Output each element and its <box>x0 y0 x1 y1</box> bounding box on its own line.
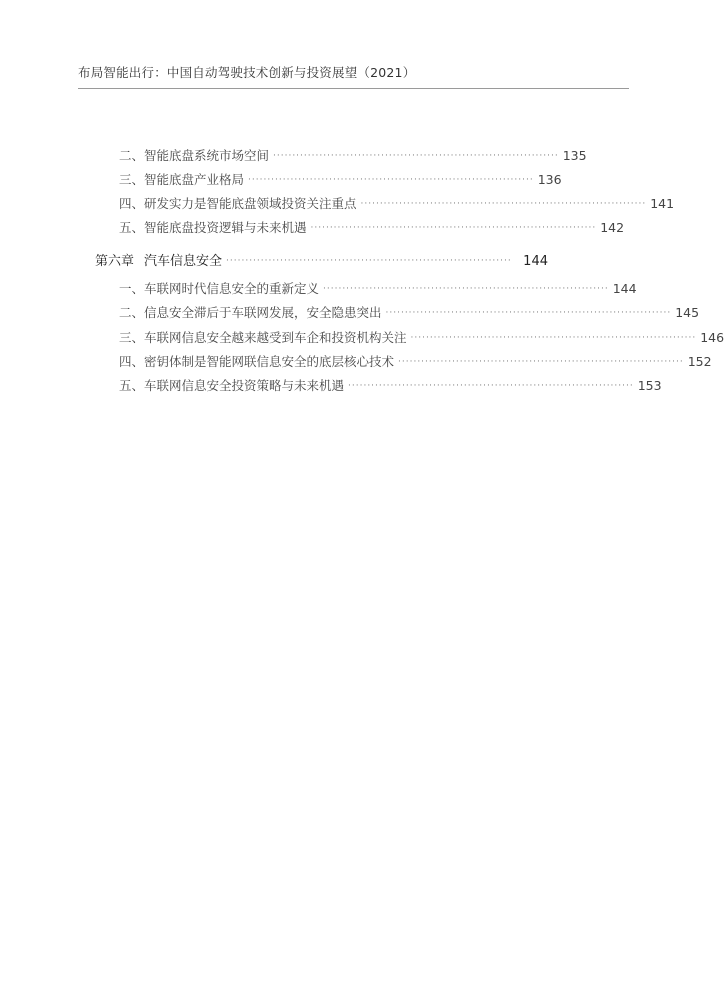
toc-chapter-label <box>95 250 222 269</box>
toc-entry[interactable] <box>119 218 625 236</box>
toc-entry-label: 五、车联网信息安全投资策略与未来机遇 <box>119 378 345 393</box>
toc-entry[interactable] <box>119 146 587 164</box>
toc-leader-dots: ·········································································· <box>360 199 647 209</box>
toc-leader-dots: ·········································································· <box>310 223 597 233</box>
toc-entry-label: 一、车联网时代信息安全的重新定义 <box>119 281 320 296</box>
toc-page-number: 141 <box>650 196 675 211</box>
toc-leader-dots: ·········································································· <box>398 357 684 367</box>
toc-entry[interactable] <box>119 194 675 212</box>
toc-page-number: 152 <box>687 354 712 369</box>
toc-leader-dots: ·········································································· <box>273 151 559 161</box>
toc-page-number: 136 <box>537 172 562 187</box>
toc-entry[interactable] <box>119 328 724 346</box>
toc-entry-label: 二、信息安全滞后于车联网发展，安全隐患突出 <box>119 305 382 320</box>
toc-page-number: 144 <box>612 281 637 296</box>
toc-entry-label: 五、智能底盘投资逻辑与未来机遇 <box>119 220 307 235</box>
toc-page-number: 145 <box>675 305 700 320</box>
toc-entry[interactable] <box>119 303 700 321</box>
toc-entry[interactable] <box>119 170 562 188</box>
toc-page-number: 142 <box>600 220 625 235</box>
toc-page-number: 144 <box>523 254 548 269</box>
toc-entry-label: 二、智能底盘系统市场空间 <box>119 148 270 163</box>
header-divider <box>78 88 629 89</box>
toc-entry-label: 四、密钥体制是智能网联信息安全的底层核心技术 <box>119 354 395 369</box>
toc-page-number: 146 <box>700 330 724 345</box>
toc-leader-dots: ·········································································· <box>323 284 609 294</box>
toc-page-number: 135 <box>562 148 587 163</box>
toc-leader-dots: ·········································································· <box>410 333 697 343</box>
running-header: 布局智能出行：中国自动驾驶技术创新与投资展望（2021） <box>78 65 416 80</box>
toc-entry[interactable] <box>119 376 662 394</box>
toc-chapter-number: 第六章 <box>95 254 135 269</box>
toc-entry-label: 三、车联网信息安全越来越受到车企和投资机构关注 <box>119 330 407 345</box>
toc-leader-dots: ·········································································· <box>248 175 534 185</box>
toc-leader-dots: ·········································································· <box>226 256 512 266</box>
toc-chapter-entry[interactable] <box>95 250 548 269</box>
toc-entry-label: 四、研发实力是智能底盘领域投资关注重点 <box>119 196 357 211</box>
toc-entry-label: 三、智能底盘产业格局 <box>119 172 245 187</box>
toc-leader-dots: ·········································································· <box>348 381 634 391</box>
toc-chapter-title: 汽车信息安全 <box>144 254 223 269</box>
toc-entry[interactable] <box>119 352 712 370</box>
toc-page-number: 153 <box>637 378 662 393</box>
toc-leader-dots: ·········································································· <box>385 308 672 318</box>
toc-entry[interactable] <box>119 279 637 297</box>
